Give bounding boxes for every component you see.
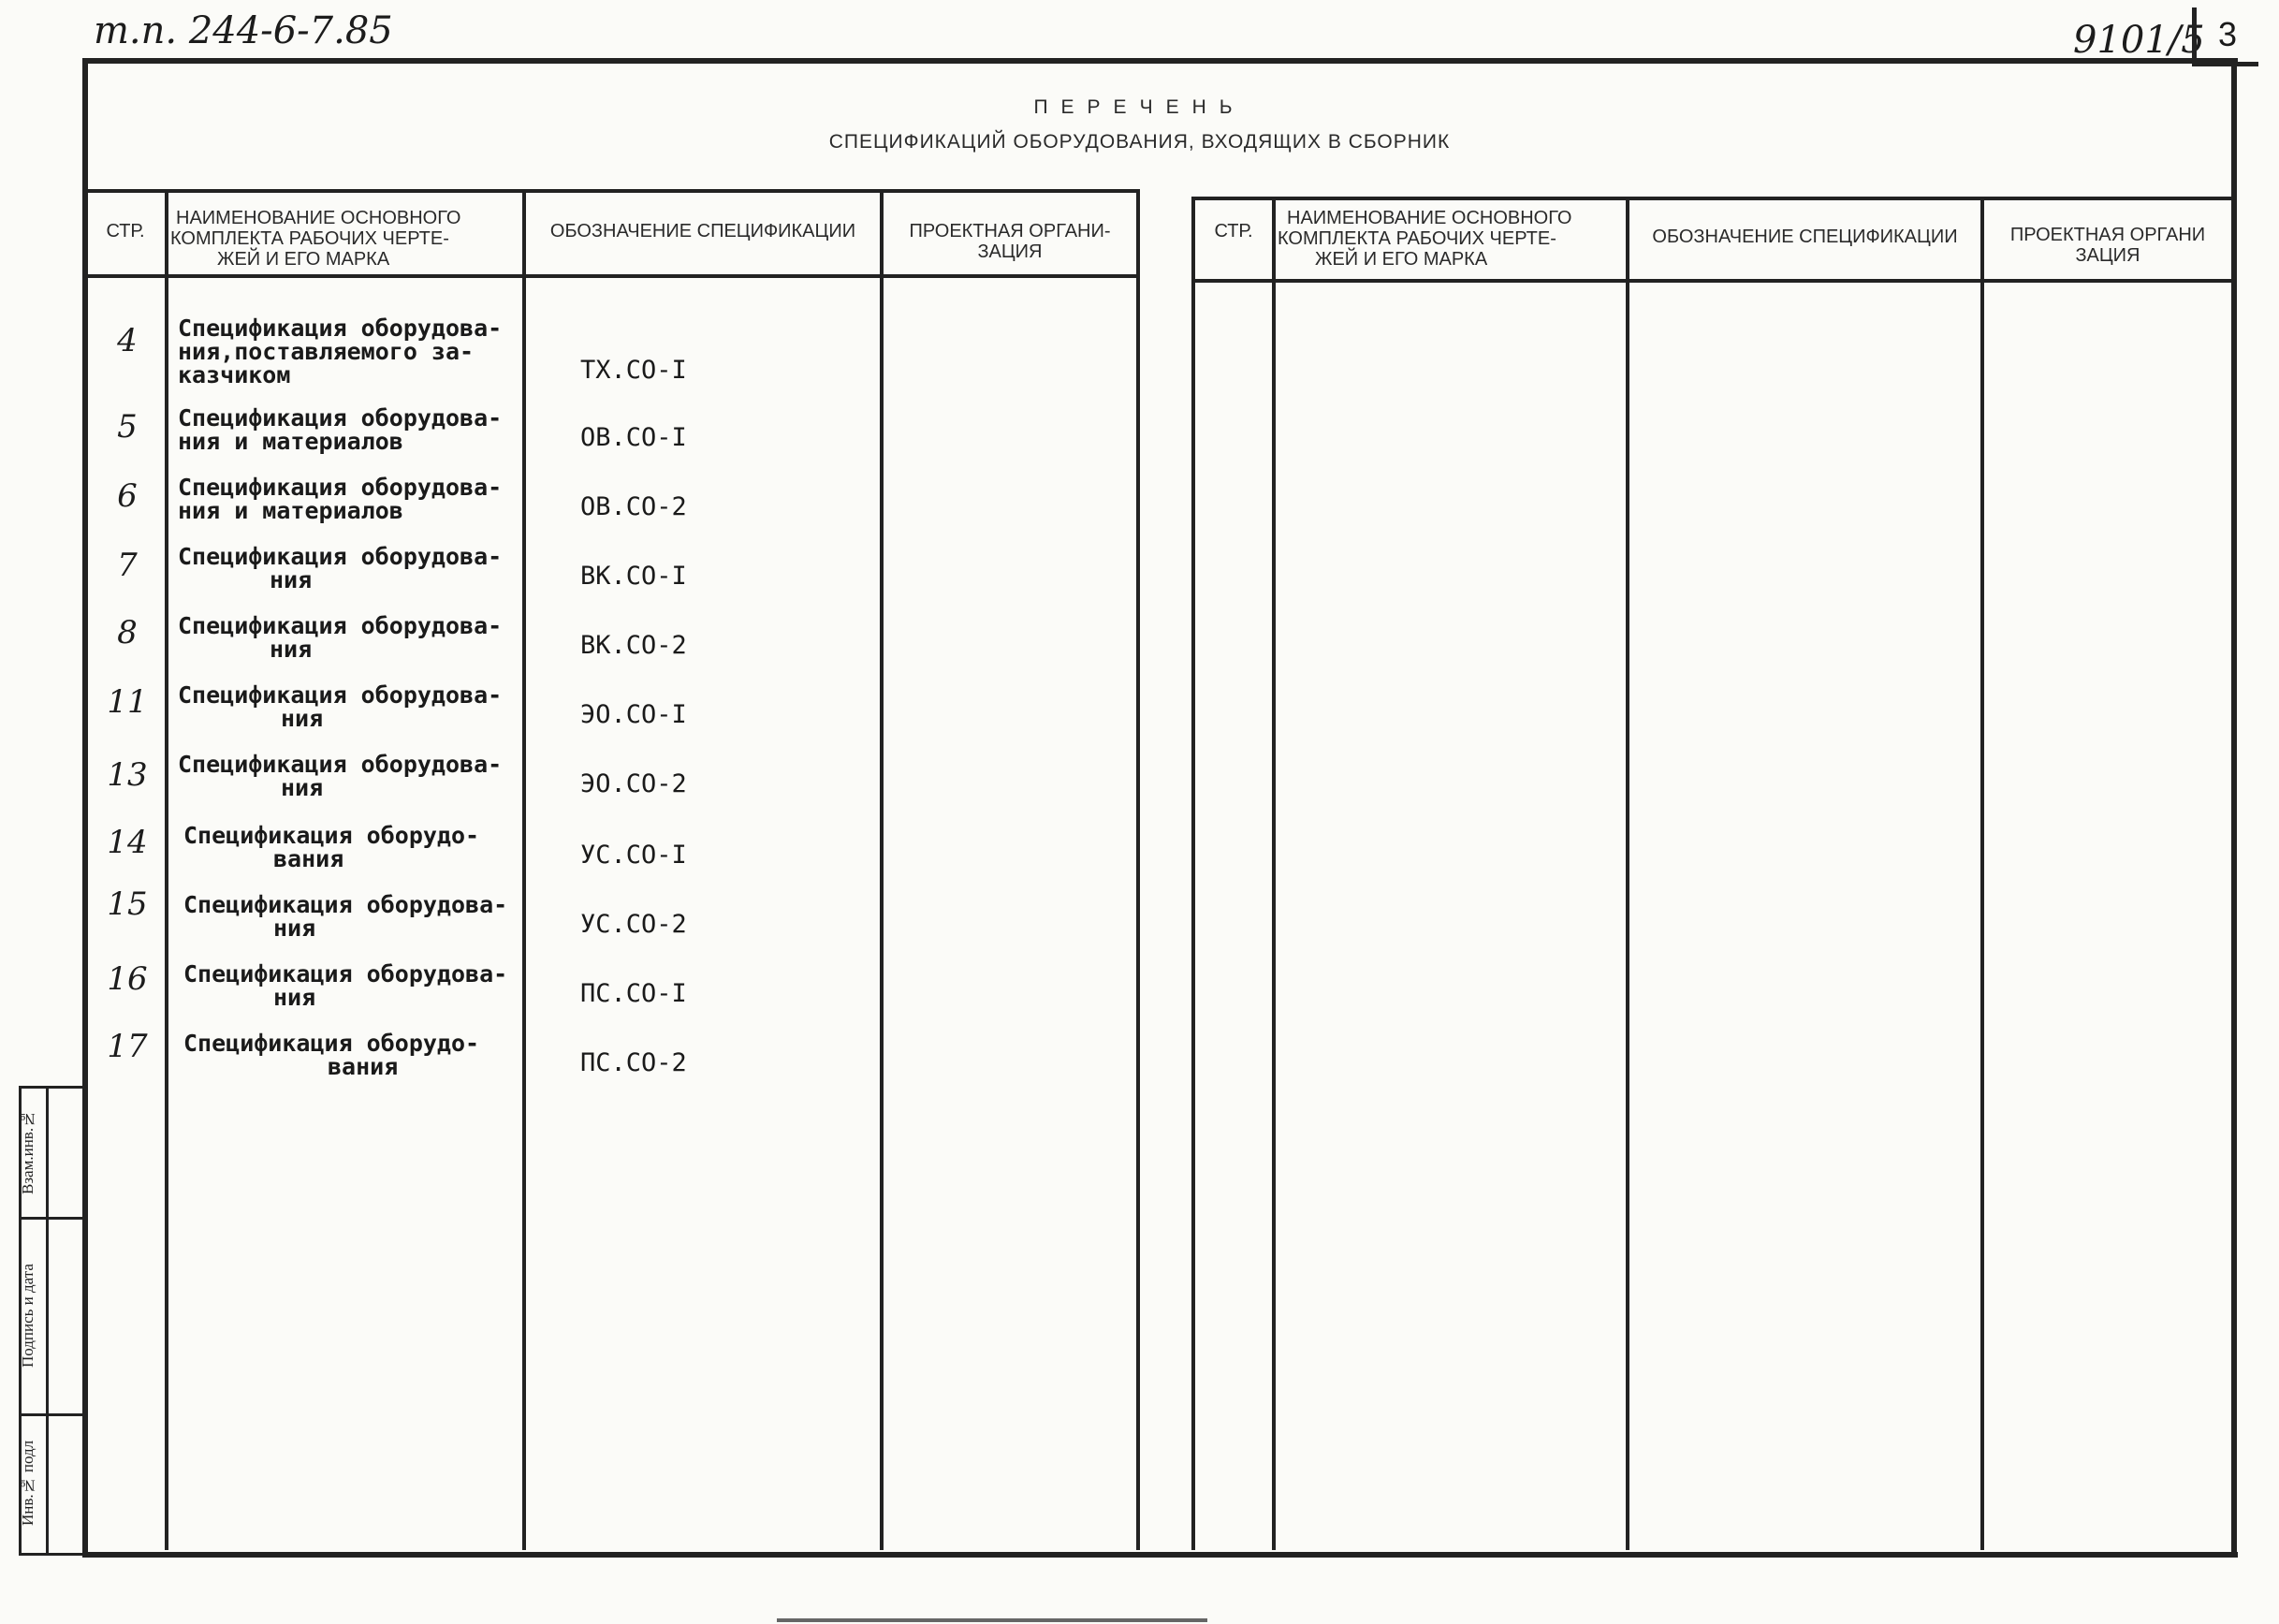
row-kit-name-line: Спецификация оборудова- <box>178 474 503 501</box>
side-stamp-inner <box>43 1086 82 1556</box>
row-kit-name-line: ния <box>270 636 313 663</box>
left-table-top-border <box>82 189 1140 193</box>
left-col-divider-2 <box>522 193 526 1550</box>
row-kit-name-line: Спецификация оборудо- <box>183 1030 480 1057</box>
row-kit-name-line: Спецификация оборудова- <box>178 543 503 570</box>
left-header-kit-name-line3: ЖЕЙ И ЕГО МАРКА <box>217 249 390 270</box>
right-table-left-border <box>1191 197 1195 1550</box>
row-kit-name-line: ния и материалов <box>178 497 403 524</box>
sheet-code: 9101/5 <box>2073 19 2205 62</box>
row-kit-name-line: ния <box>273 984 316 1011</box>
row-kit-name <box>183 1031 530 1078</box>
right-header-spec-code: ОБОЗНАЧЕНИЕ СПЕЦИФИКАЦИИ <box>1652 227 1958 247</box>
row-kit-name-line: Спецификация оборудова- <box>178 681 503 709</box>
side-stamp-signature-date: Подпись и дата <box>19 1264 37 1368</box>
right-header-org-line2: ЗАЦИЯ <box>2075 245 2140 266</box>
right-header-kit-name-line1: НАИМЕНОВАНИЕ ОСНОВНОГО <box>1287 208 1572 228</box>
row-page-number: 6 <box>117 477 138 515</box>
row-kit-name-line: ния <box>281 705 324 732</box>
row-kit-name-line: вания <box>273 845 344 872</box>
left-header-kit-name <box>170 208 522 270</box>
row-kit-name-line: ния <box>273 914 316 942</box>
row-kit-name <box>183 893 530 940</box>
row-kit-name-line: казчиком <box>178 361 291 388</box>
left-header-kit-name-line2: КОМПЛЕКТА РАБОЧИХ ЧЕРТЕ- <box>170 228 449 249</box>
row-page-number: 4 <box>117 322 138 359</box>
right-header-page: СТР. <box>1214 221 1253 241</box>
right-header-kit-name-line3: ЖЕЙ И ЕГО МАРКА <box>1315 249 1488 270</box>
row-page-number: 5 <box>117 408 138 446</box>
left-header-spec-code: ОБОЗНАЧЕНИЕ СПЕЦИФИКАЦИИ <box>549 221 856 241</box>
project-reference-note: т.п. 244-6-7.85 <box>94 9 393 52</box>
left-table-header-bottom <box>82 274 1140 278</box>
row-spec-code: ЭО.СО-I <box>580 700 687 729</box>
sheet-number: 3 <box>2217 15 2238 53</box>
left-header-org <box>884 221 1136 262</box>
row-kit-name <box>178 316 524 387</box>
row-kit-name-line: Спецификация оборудова- <box>178 315 503 342</box>
left-header-org-line2: ЗАЦИЯ <box>977 241 1043 262</box>
row-kit-name-line: Спецификация оборудова- <box>183 960 508 988</box>
row-kit-name <box>178 475 524 522</box>
row-page-number: 11 <box>107 683 148 721</box>
document-subtitle: СПЕЦИФИКАЦИЙ ОБОРУДОВАНИЯ, ВХОДЯЩИХ В СБОРНИК <box>828 131 1451 153</box>
row-kit-name <box>183 962 530 1009</box>
row-spec-code: ОВ.СО-I <box>580 423 687 452</box>
right-col-divider-3 <box>1980 197 1984 1550</box>
row-kit-name-line: Спецификация оборудо- <box>183 822 480 849</box>
row-spec-code: УС.СО-I <box>580 841 687 870</box>
side-stamp-original-inventory: Инв.№ подл <box>19 1440 37 1526</box>
row-spec-code: ПС.СО-2 <box>580 1048 687 1077</box>
left-col-divider-3 <box>880 193 884 1550</box>
row-kit-name-line: ния,поставляемого за- <box>178 338 475 365</box>
row-spec-code: ТХ.СО-I <box>580 356 687 385</box>
row-spec-code: УС.СО-2 <box>580 910 687 939</box>
right-table-top-border <box>1191 197 2235 200</box>
left-col-divider-1 <box>165 193 168 1550</box>
side-stamp-separator <box>19 1217 82 1220</box>
row-kit-name <box>178 545 524 592</box>
row-spec-code: ПС.СО-I <box>580 979 687 1008</box>
right-table-header-bottom <box>1191 279 2235 283</box>
row-kit-name-line: Спецификация оборудова- <box>178 751 503 778</box>
side-stamp-separator <box>19 1413 82 1416</box>
row-kit-name <box>183 824 530 871</box>
row-kit-name-line: Спецификация оборудова- <box>178 404 503 432</box>
row-page-number: 7 <box>117 547 138 584</box>
side-stamp-replaced-inventory: Взам.инв.№ <box>19 1109 37 1195</box>
row-page-number: 16 <box>107 960 148 998</box>
right-col-divider-1 <box>1272 197 1276 1550</box>
row-kit-name <box>178 753 524 799</box>
row-page-number: 14 <box>107 824 148 861</box>
row-spec-code: ВК.СО-2 <box>580 631 687 660</box>
bottom-edge-mark <box>777 1618 1207 1622</box>
right-col-divider-2 <box>1626 197 1629 1550</box>
row-kit-name <box>178 406 524 453</box>
row-spec-code: ОВ.СО-2 <box>580 492 687 521</box>
left-header-page: СТР. <box>106 221 145 241</box>
right-header-org-line1: ПРОЕКТНАЯ ОРГАНИ <box>2009 225 2206 245</box>
row-kit-name <box>178 614 524 661</box>
document-title: ПЕРЕЧЕНЬ <box>1033 96 1246 118</box>
row-kit-name-line: Спецификация оборудова- <box>178 612 503 639</box>
row-page-number: 17 <box>107 1028 148 1065</box>
drawing-frame <box>82 58 2238 1558</box>
row-kit-name-line: вания <box>328 1053 399 1080</box>
row-kit-name-line: Спецификация оборудова- <box>183 891 508 918</box>
right-header-kit-name-line2: КОМПЛЕКТА РАБОЧИХ ЧЕРТЕ- <box>1278 228 1556 249</box>
row-spec-code: ЭО.СО-2 <box>580 769 687 798</box>
left-table-right-border <box>1136 189 1140 1550</box>
row-page-number: 8 <box>117 614 138 651</box>
right-header-kit-name <box>1278 208 1626 270</box>
left-header-org-line1: ПРОЕКТНАЯ ОРГАНИ- <box>909 221 1111 241</box>
row-spec-code: ВК.СО-I <box>580 562 687 591</box>
right-header-org <box>1984 225 2231 266</box>
row-kit-name-line: ния <box>270 566 313 593</box>
row-page-number: 13 <box>107 756 148 794</box>
row-kit-name-line: ния и материалов <box>178 428 403 455</box>
row-kit-name-line: ния <box>281 774 324 801</box>
left-header-kit-name-line1: НАИМЕНОВАНИЕ ОСНОВНОГО <box>176 208 461 228</box>
row-page-number: 15 <box>107 885 148 923</box>
row-kit-name <box>178 683 524 730</box>
